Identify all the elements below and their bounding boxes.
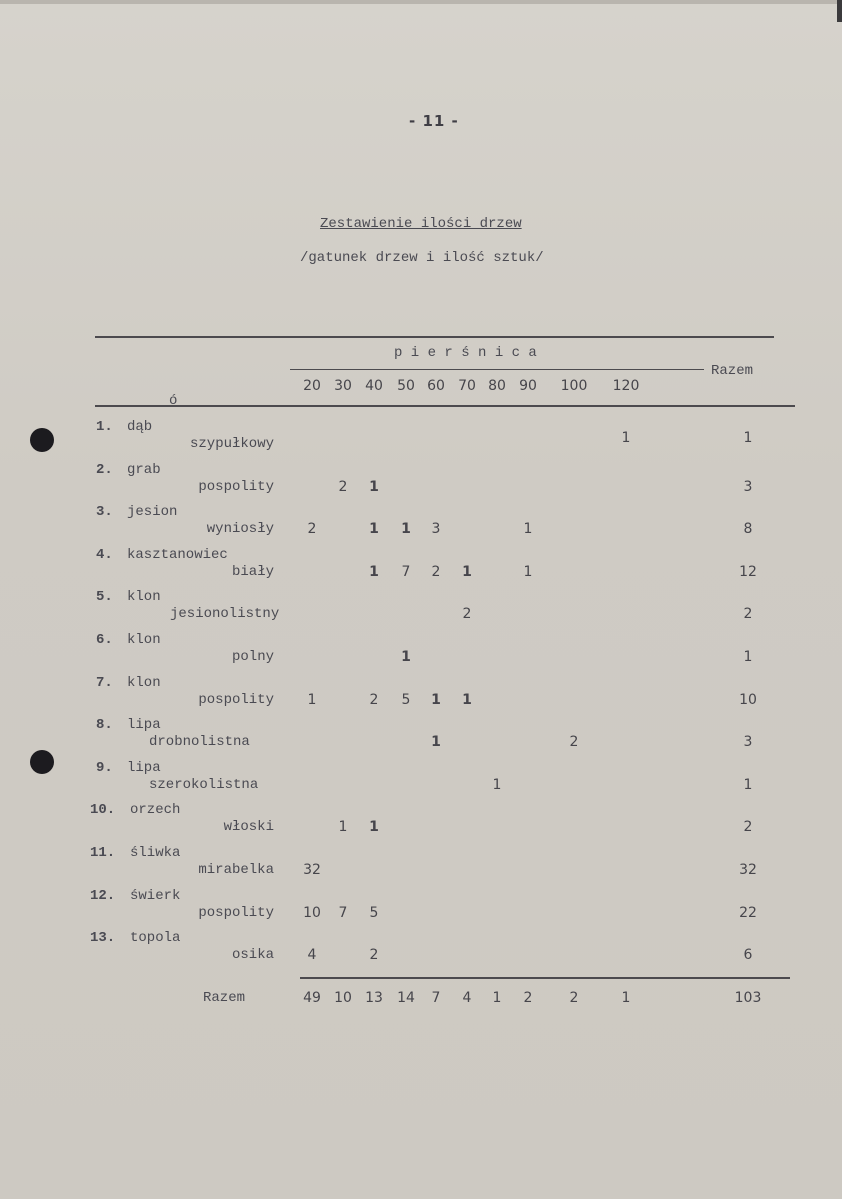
count-cell-100: 2 [569, 734, 579, 750]
column-header-90: 90 [519, 378, 537, 394]
column-header-120: 120 [612, 378, 640, 394]
row-total: 6 [743, 947, 753, 963]
species-genus: lipa [127, 760, 161, 776]
row-number: 12. [90, 888, 116, 904]
count-cell-40: 5 [369, 905, 379, 921]
row-total: 10 [739, 692, 757, 708]
row-total: 2 [743, 606, 753, 622]
row-number: 5. [96, 589, 113, 605]
total-column-header: Razem [711, 363, 754, 379]
row-number: 9. [96, 760, 113, 776]
row-number: 3. [96, 504, 113, 520]
summary-cell-30: 10 [334, 990, 352, 1006]
row-total: 3 [743, 479, 753, 495]
species-genus: klon [127, 632, 161, 648]
document-title: Zestawienie ilości drzew [320, 216, 522, 232]
species-genus: orzech [130, 802, 181, 818]
row-number: 1. [96, 419, 113, 435]
row-number: 2. [96, 462, 113, 478]
row-total: 8 [743, 521, 753, 537]
column-header-40: 40 [365, 378, 383, 394]
count-cell-70: 1 [462, 564, 472, 580]
count-cell-40: 1 [369, 521, 379, 537]
row-total: 32 [739, 862, 757, 878]
summary-cell-50: 14 [397, 990, 415, 1006]
column-header-20: 20 [303, 378, 321, 394]
row-number: 11. [90, 845, 116, 861]
count-cell-40: 1 [369, 819, 379, 835]
table-top-rule [95, 336, 774, 338]
summary-cell-20: 49 [303, 990, 321, 1006]
species-name: włoski [223, 819, 274, 835]
count-cell-70: 2 [462, 606, 472, 622]
column-group-header: p i e r ś n i c a [394, 345, 537, 361]
species-genus: lipa [127, 717, 161, 733]
count-cell-50: 7 [401, 564, 411, 580]
grand-total: 103 [734, 990, 762, 1006]
count-cell-30: 7 [338, 905, 348, 921]
page-number: - 11 - [409, 112, 459, 130]
summary-rule [300, 977, 790, 979]
species-name: jesionolistny [170, 606, 280, 622]
species-genus: świerk [130, 888, 181, 904]
species-genus: topola [130, 930, 181, 946]
summary-cell-100: 2 [569, 990, 579, 1006]
species-name: wyniosły [206, 521, 274, 537]
count-cell-30: 2 [338, 479, 348, 495]
species-genus: jesion [127, 504, 178, 520]
species-name: pospolity [198, 905, 274, 921]
summary-label: Razem [203, 990, 246, 1006]
column-header-50: 50 [397, 378, 415, 394]
count-cell-50: 1 [401, 521, 411, 537]
count-cell-40: 2 [369, 692, 379, 708]
summary-cell-80: 1 [492, 990, 502, 1006]
row-total: 1 [743, 430, 753, 446]
group-header-rule [290, 369, 704, 370]
column-header-80: 80 [488, 378, 506, 394]
species-genus: klon [127, 675, 161, 691]
count-cell-30: 1 [338, 819, 348, 835]
species-name: pospolity [198, 479, 274, 495]
species-name: szerokolistna [149, 777, 259, 793]
count-cell-20: 2 [307, 521, 317, 537]
column-header-100: 100 [560, 378, 588, 394]
binder-hole-bottom [30, 750, 54, 774]
species-name: mirabelka [198, 862, 274, 878]
summary-cell-120: 1 [621, 990, 631, 1006]
row-total: 1 [743, 777, 753, 793]
summary-cell-60: 7 [431, 990, 441, 1006]
count-cell-60: 2 [431, 564, 441, 580]
species-genus: grab [127, 462, 161, 478]
row-number: 13. [90, 930, 116, 946]
row-number: 10. [90, 802, 116, 818]
species-genus: dąb [127, 419, 153, 435]
summary-cell-70: 4 [462, 990, 472, 1006]
count-cell-70: 1 [462, 692, 472, 708]
row-total: 2 [743, 819, 753, 835]
species-genus: klon [127, 589, 161, 605]
row-number: 7. [96, 675, 113, 691]
count-cell-80: 1 [492, 777, 502, 793]
binder-hole-top [30, 428, 54, 452]
species-name: polny [231, 649, 274, 665]
row-number: 6. [96, 632, 113, 648]
count-cell-60: 3 [431, 521, 441, 537]
count-cell-120: 1 [621, 430, 631, 446]
count-cell-20: 4 [307, 947, 317, 963]
species-genus: kasztanowiec [127, 547, 228, 563]
page-corner-shadow [837, 0, 842, 22]
row-total: 12 [739, 564, 757, 580]
count-cell-50: 5 [401, 692, 411, 708]
count-cell-40: 1 [369, 564, 379, 580]
page-top-edge [0, 0, 842, 4]
count-cell-90: 1 [523, 564, 533, 580]
row-number: 4. [96, 547, 113, 563]
species-name: biały [231, 564, 274, 580]
row-total: 3 [743, 734, 753, 750]
count-cell-20: 1 [307, 692, 317, 708]
count-cell-40: 1 [369, 479, 379, 495]
header-bottom-rule [95, 405, 795, 407]
column-header-70: 70 [458, 378, 476, 394]
count-cell-60: 1 [431, 734, 441, 750]
row-total: 1 [743, 649, 753, 665]
count-cell-90: 1 [523, 521, 533, 537]
species-name: pospolity [198, 692, 274, 708]
row-number: 8. [96, 717, 113, 733]
summary-cell-40: 13 [365, 990, 383, 1006]
count-cell-20: 32 [303, 862, 321, 878]
summary-cell-90: 2 [523, 990, 533, 1006]
species-genus: śliwka [130, 845, 181, 861]
document-subtitle: /gatunek drzew i ilość sztuk/ [300, 250, 544, 266]
count-cell-50: 1 [401, 649, 411, 665]
species-column-header: ó [169, 393, 178, 409]
species-name: osika [231, 947, 274, 963]
species-name: drobnolistna [149, 734, 250, 750]
count-cell-20: 10 [303, 905, 321, 921]
column-header-60: 60 [427, 378, 445, 394]
species-name: szypułkowy [189, 436, 274, 452]
count-cell-60: 1 [431, 692, 441, 708]
count-cell-40: 2 [369, 947, 379, 963]
row-total: 22 [739, 905, 757, 921]
column-header-30: 30 [334, 378, 352, 394]
